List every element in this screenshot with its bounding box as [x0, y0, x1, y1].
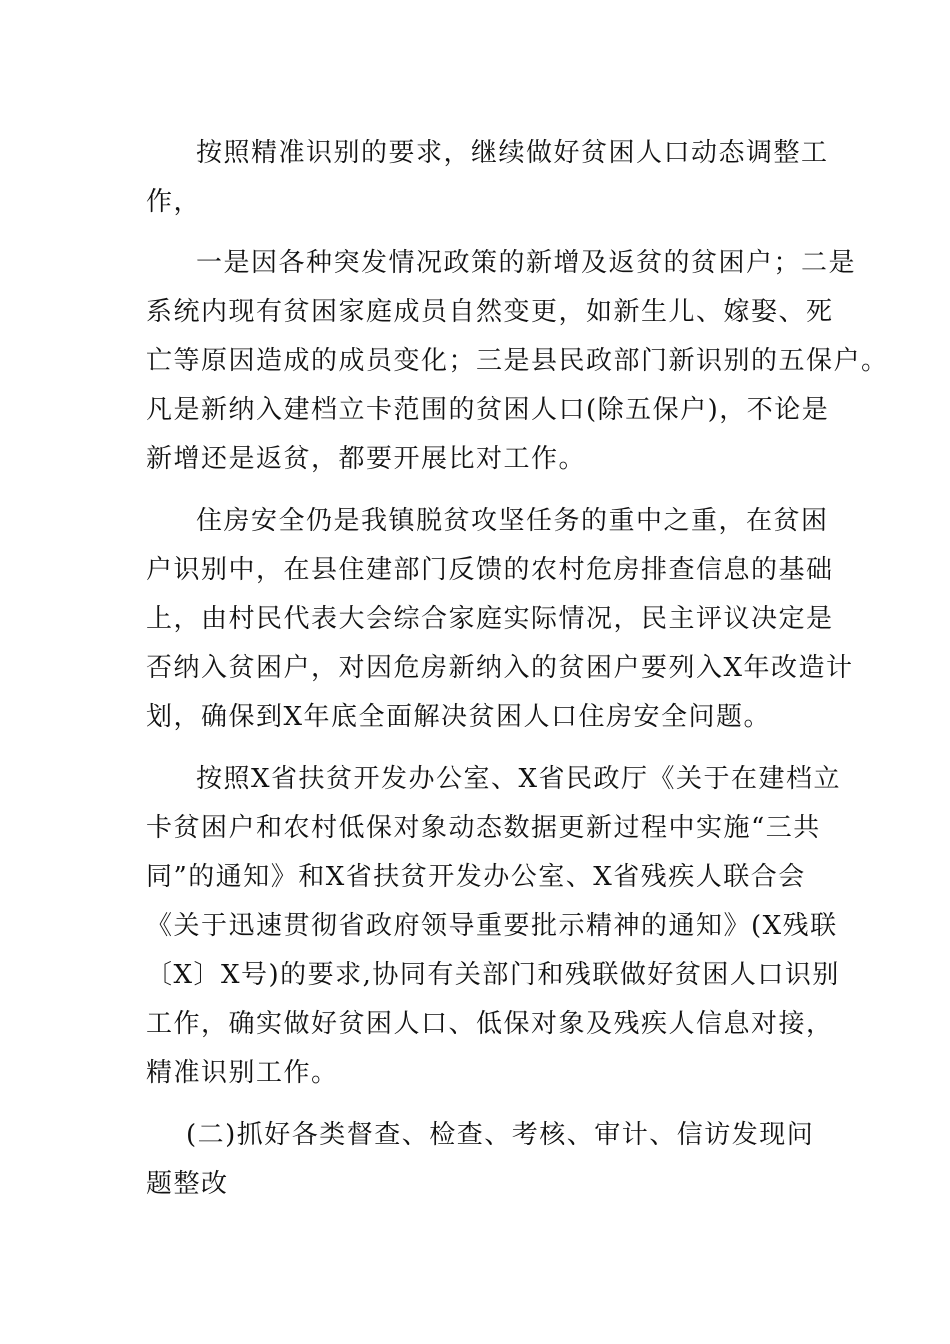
paragraph-5-line-1: (二)抓好各类督查、检查、考核、审计、信访发现问 [186, 1120, 815, 1150]
paragraph-4-line-6: 工作，确实做好贫困人口、低保对象及残疾人信息对接， [146, 1009, 834, 1039]
paragraph-3-line-1: 住房安全仍是我镇脱贫攻坚任务的重中之重，在贫困 [196, 506, 829, 536]
paragraph-4-line-5: 〔X〕X号)的要求,协同有关部门和残联做好贫困人口识别 [146, 960, 840, 990]
paragraph-3-line-5: 划，确保到X年底全面解决贫困人口住房安全问题。 [146, 702, 772, 732]
paragraph-1-line-2: 作， [146, 187, 202, 217]
paragraph-2-line-5: 新增还是返贫，都要开展比对工作。 [146, 444, 587, 474]
paragraph-2-line-2: 系统内现有贫困家庭成员自然变更，如新生儿、嫁娶、死 [146, 297, 834, 327]
paragraph-3-line-2: 户识别中，在县住建部门反馈的农村危房排查信息的基础 [146, 555, 834, 585]
paragraph-4-line-2: 卡贫困户和农村低保对象动态数据更新过程中实施“三共 [146, 813, 821, 843]
paragraph-2-line-4: 凡是新纳入建档立卡范围的贫困人口(除五保户)，不论是 [146, 395, 830, 425]
paragraph-4-line-4: 《关于迅速贯彻省政府领导重要批示精神的通知》(X残联 [146, 911, 838, 941]
paragraph-2-line-3: 亡等原因造成的成员变化；三是县民政部门新识别的五保户。 [146, 346, 889, 376]
paragraph-4-line-7: 精准识别工作。 [146, 1058, 339, 1088]
paragraph-4-line-3: 同”的通知》和X省扶贫开发办公室、X省残疾人联合会 [146, 862, 806, 892]
paragraph-4-line-1: 按照X省扶贫开发办公室、X省民政厅《关于在建档立 [196, 764, 842, 794]
paragraph-1-line-1: 按照精准识别的要求，继续做好贫困人口动态调整工 [196, 138, 829, 168]
paragraph-2-line-1: 一是因各种突发情况政策的新增及返贫的贫困户；二是 [196, 248, 857, 278]
paragraph-3-line-3: 上，由村民代表大会综合家庭实际情况，民主评议决定是 [146, 604, 834, 634]
paragraph-3-line-4: 否纳入贫困户，对因危房新纳入的贫困户要列入X年改造计 [146, 653, 854, 683]
paragraph-5-line-2: 题整改 [146, 1169, 229, 1199]
